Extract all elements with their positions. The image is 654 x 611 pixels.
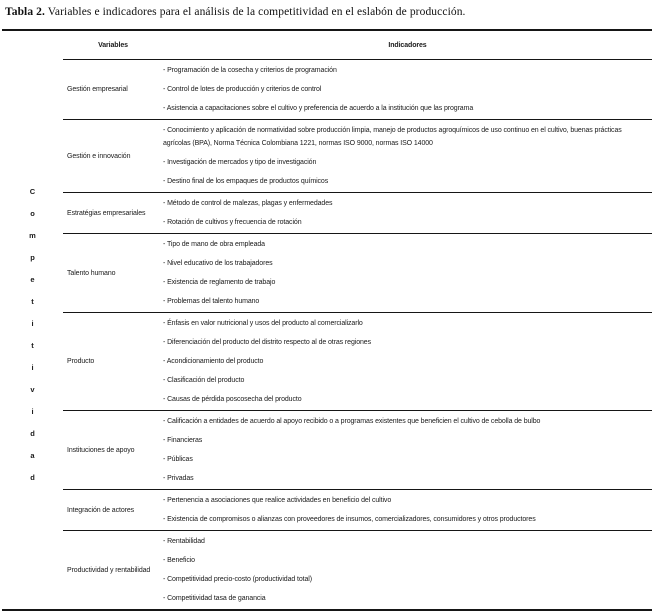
indicator-list [163,120,652,192]
table-body [2,60,652,609]
indicator-item: - Privadas [163,475,194,482]
indicator-item: - Existencia de reglamento de trabajo [163,279,276,286]
indicator-item: - Pertenencia a asociaciones que realice actividades en beneficio del cultivo [163,497,392,504]
indicator-item: - Control de lotes de producción y criterios de control [163,86,322,93]
vertical-label-letter: t [31,340,34,350]
indicator-item: - Nivel educativo de los trabajadores [163,260,273,267]
indicator-item: - Rentabilidad [163,538,205,545]
table-row [63,531,652,609]
table-row [63,120,652,193]
table-caption-label: Tabla 2. [5,6,46,18]
table-header-row [2,31,652,60]
indicator-item: - Investigación de mercados y tipo de investigación [163,159,317,166]
indicator-list [163,60,652,119]
variable-cell: Talento humano [67,269,116,277]
vertical-label-letter: i [31,362,34,372]
indicator-item: - Diferenciación del producto del distrito respecto al de otras regiones [163,339,371,346]
table-row [63,411,652,490]
vertical-label-letter: a [30,450,35,460]
variable-cell: Gestión e innovación [67,152,131,160]
variable-cell: Gestión empresarial [67,86,128,93]
indicator-list [163,234,652,312]
indicator-list [163,411,652,489]
variables-indicators-table [2,29,652,611]
table-row [63,193,652,234]
indicator-list [163,313,652,410]
indicator-list [163,193,652,233]
column-header-indicadores: Indicadores [388,41,427,49]
indicator-item: - Beneficio [163,557,195,564]
variable-cell: Integración de actores [67,506,135,514]
variable-cell: Instituciones de apoyo [67,446,135,454]
variable-cell: Productividad y rentabilidad [67,566,151,574]
table-row [63,234,652,313]
vertical-label-letter: d [30,472,35,482]
indicator-item: - Acondicionamiento del producto [163,358,264,365]
indicator-item: - Problemas del talento humano [163,298,260,305]
table-row [63,313,652,411]
indicator-item: - Calificación a entidades de acuerdo al apoyo recibido o a programas existentes que beneficien el cultivo de cebolla de bulbo [163,418,541,425]
indicator-item: - Tipo de mano de obra empleada [163,241,265,248]
indicator-item: - Competitividad tasa de ganancia [163,595,266,602]
vertical-label-letter: i [31,406,34,416]
indicator-item: - Conocimiento y aplicación de normatividad sobre producción limpia, manejo de productos agroquímicos de uso continuo en el cultivo, buenas prácticas agrícolas (BPA), Norma Técnica Colombiana 1221, normas ISO 9000, normas ISO 14000 [163,127,622,147]
table-rows [63,60,652,609]
indicator-list [163,490,652,530]
vertical-label-letter: e [30,274,35,284]
indicator-item: - Existencia de compromisos o alianzas con proveedores de insumos, comercializadores, consumidores y otros productores [163,516,536,523]
vertical-label-letter: t [31,296,34,306]
table-caption [2,4,652,18]
column-header-variables: Variables [98,41,128,49]
vertical-label-letter: o [30,208,35,218]
vertical-label-letter: C [29,186,36,196]
table-caption-text: Variables e indicadores para el análisis de la competitividad en el eslabón de producción. [47,6,466,18]
indicator-item: - Destino final de los empaques de productos químicos [163,178,329,185]
vertical-label-competitividad [2,60,63,609]
vertical-label-letter: d [30,428,35,438]
vertical-label-letter: p [30,252,35,262]
indicator-item: - Énfasis en valor nutricional y usos del producto al comercializarlo [163,320,363,327]
vertical-label-letter: m [29,230,36,240]
table-row [63,490,652,531]
indicator-item: - Competitividad precio-costo (productividad total) [163,576,312,583]
indicator-item: - Financieras [163,437,203,444]
vertical-label-letter: v [30,384,35,394]
indicator-item: - Clasificación del producto [163,377,245,384]
vertical-label-letter: i [31,318,34,328]
indicator-item: - Rotación de cultivos y frecuencia de rotación [163,219,302,226]
variable-cell: Producto [67,358,95,365]
indicator-item: - Públicas [163,456,193,463]
indicator-item: - Programación de la cosecha y criterios de programación [163,67,337,74]
indicator-item: - Método de control de malezas, plagas y enfermedades [163,200,333,207]
header-cells [63,31,652,60]
table-row [63,60,652,120]
indicator-item: - Causas de pérdida poscosecha del producto [163,396,302,403]
indicator-list [163,531,652,609]
variable-cell: Estratégias empresariales [67,209,146,217]
header-corner-spacer [2,31,63,60]
indicator-item: - Asistencia a capacitaciones sobre el cultivo y preferencia de acuerdo a la institución que las programa [163,105,474,112]
